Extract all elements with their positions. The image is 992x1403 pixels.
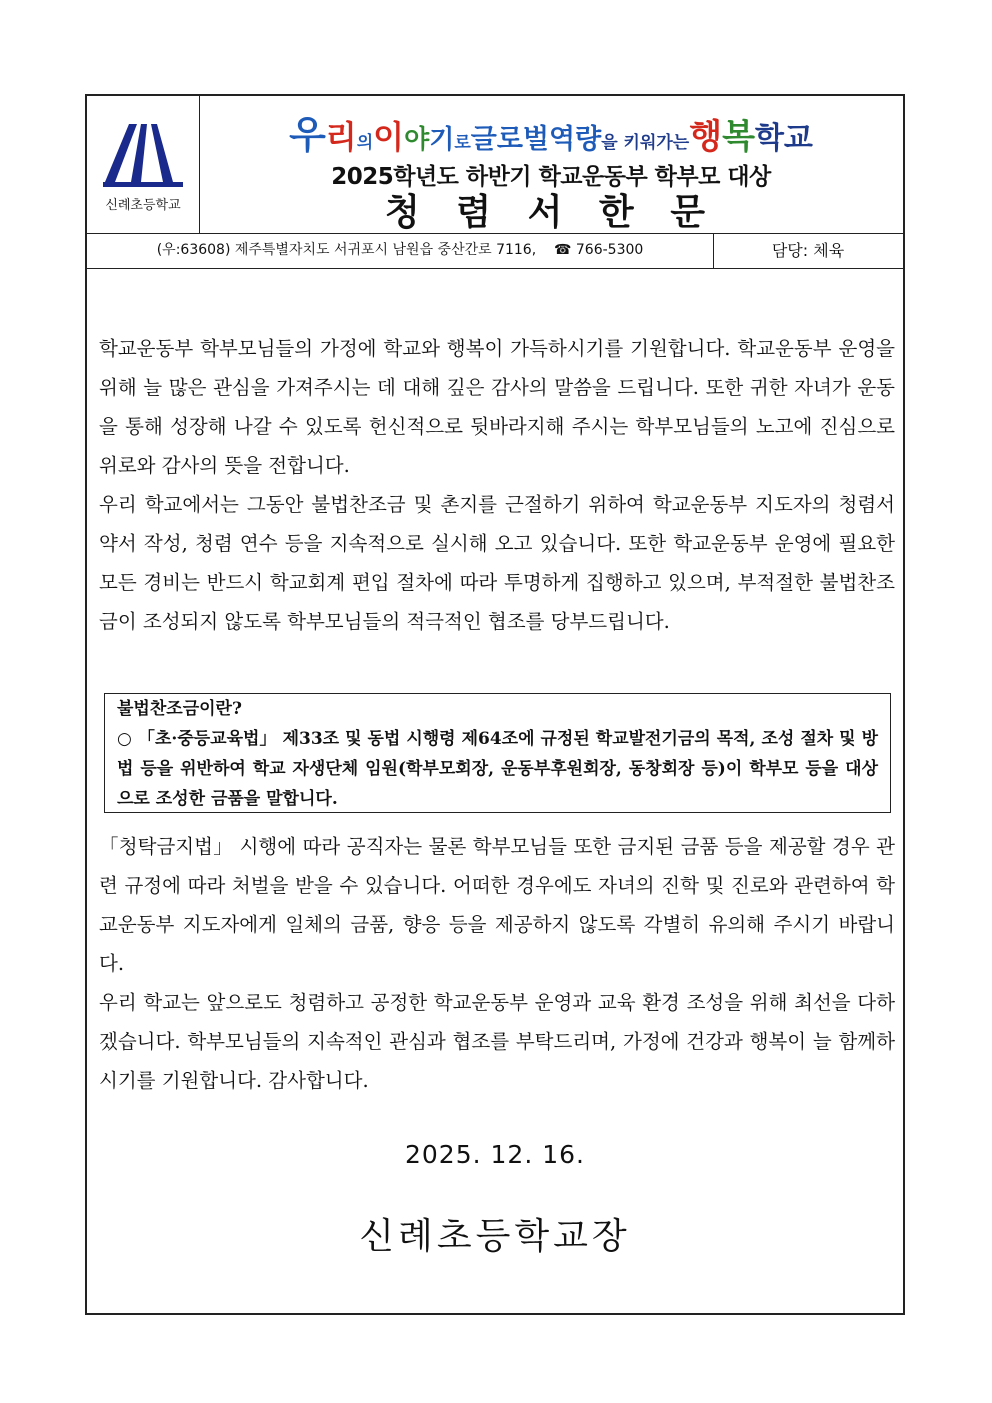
- slogan-part: 기: [429, 125, 455, 155]
- document-frame: [85, 94, 905, 1315]
- paragraph-greeting: 학교운동부 학부모님들의 가정에 학교와 행복이 가득하시기를 기원합니다. 학교운동부 운영을 위해 늘 많은 관심을 가져주시는 데 대해 깊은 감사의 말씀을 드립니다. 또한 귀한 자녀가 운동을 통해 성장해 나갈 수 있도록 헌신적으로 뒷바라지해 주시는 학부모님들의 노고에 진심으로 위로와 감사의 뜻을 전합니다.: [99, 337, 895, 477]
- address-text: (우:63608) 제주특별자치도 서귀포시 남원읍 중산간로 7116,: [156, 242, 537, 258]
- slogan-part: 리: [325, 118, 357, 156]
- slogan-part: 이: [373, 118, 405, 156]
- school-logo-name: 신례초등학교: [105, 198, 181, 213]
- paragraph-closing: 우리 학교는 앞으로도 청렴하고 공정한 학교운동부 운영과 교육 환경 조성을 위해 최선을 다하겠습니다. 학부모님들의 지속적인 관심과 협조를 부탁드리며, 가정에 건강과 행복이 늘 함께하시기를 기원합니다. 감사합니다.: [99, 991, 895, 1092]
- phone-icon: ☎: [553, 242, 572, 258]
- slogan-part: 글로벌역량: [470, 124, 602, 155]
- paragraph-anti-graft-law: 「청탁금지법」 시행에 따라 공직자는 물론 학부모님들 또한 금지된 금품 등을 제공할 경우 관련 규정에 따라 처벌을 받을 수 있습니다. 어떠한 경우에도 자녀의 진학 및 진로와 관련하여 학교운동부 지도자에게 일체의 금품, 향응 등을 제공하지 않도록 각별히 유의해 주시기 바랍니다.: [99, 835, 895, 975]
- slogan-part: 야: [404, 125, 430, 155]
- phone-number: 766-5300: [575, 242, 644, 258]
- school-emblem-icon: [101, 120, 185, 190]
- slogan-part: 복: [722, 117, 755, 157]
- paragraph-policy: 우리 학교에서는 그동안 불법찬조금 및 촌지를 근절하기 위하여 학교운동부 지도자의 청렴서약서 작성, 청렴 연수 등을 지속적으로 실시해 오고 있습니다. 또한 학교운동부 운영에 필요한 모든 경비는 반드시 학교회계 편입 절차에 따라 투명하게 집행하고 있으며, 부적절한 불법찬조금이 조성되지 않도록 학부모님들의 적극적인 협조를 당부드립니다.: [99, 493, 895, 633]
- document-subtitle: 2025학년도 하반기 학교운동부 학부모 대상: [331, 164, 771, 190]
- document-date: 2025. 12. 16.: [405, 1140, 585, 1169]
- school-address: [87, 233, 714, 268]
- slogan-part: 로: [454, 133, 471, 153]
- definition-title: 불법찬조금이란?: [117, 699, 242, 719]
- address-row: [87, 233, 903, 269]
- school-slogan: [199, 104, 903, 157]
- document-signer: 신례초등학교장: [359, 1216, 631, 1257]
- logo-cell: [87, 96, 200, 233]
- slogan-part: 우: [289, 113, 326, 157]
- contact-person: 담당: 체육: [771, 241, 845, 260]
- slogan-part: 행: [689, 117, 723, 157]
- slogan-part: 학교: [754, 121, 813, 156]
- slogan-part: 의: [356, 133, 374, 153]
- definition-text: ○ 「초·중등교육법」 제33조 및 동법 시행령 제64조에 규정된 학교발전기금의 목적, 조성 절차 및 방법 등을 위반하여 학교 자생단체 임원(학부모회장, 운동부후원회장, 동창회장 등)이 학부모 등을 대상으로 조성한 금품을 말합니다.: [117, 729, 878, 809]
- document-title: 청 렴 서 한 문: [384, 192, 717, 233]
- document-header: [87, 96, 903, 234]
- definition-box: [104, 693, 891, 813]
- slogan-part: 을 키워가는: [601, 133, 690, 153]
